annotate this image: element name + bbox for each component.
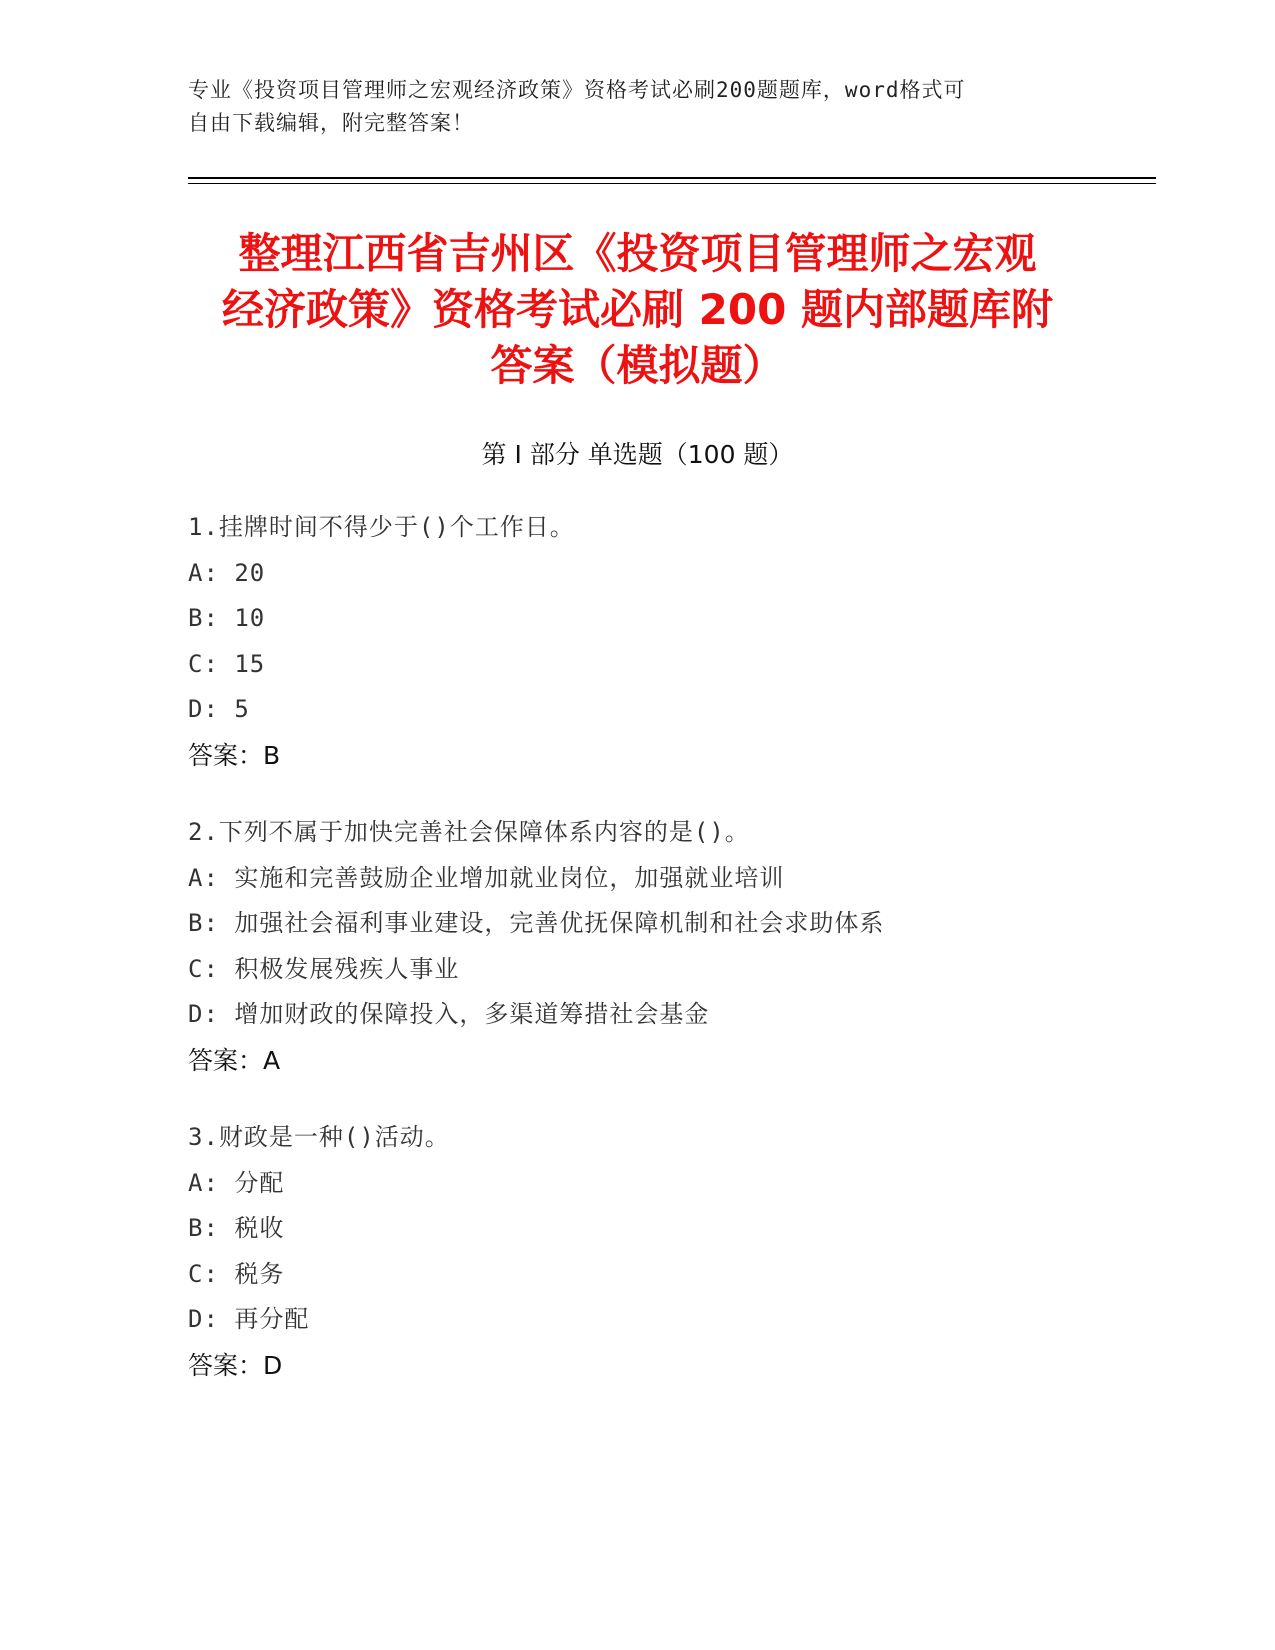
question-stem: 2.下列不属于加快完善社会保障体系内容的是()。 [188, 818, 750, 846]
header-note-line: 自由下载编辑，附完整答案！ [188, 111, 474, 135]
question-1 [188, 505, 1148, 778]
question-3 [188, 1115, 1148, 1388]
option-b: B: 10 [188, 604, 266, 632]
option-b: B: 税收 [188, 1214, 285, 1242]
answer: 答案：A [188, 1045, 281, 1075]
question-2 [188, 810, 1148, 1083]
option-b: B: 加强社会福利事业建设，完善优抚保障机制和社会求助体系 [188, 909, 885, 937]
document-title [150, 226, 1125, 394]
section-title: 第 I 部分 单选题（100 题） [481, 440, 794, 469]
title-line: 经济政策》资格考试必刷 200 题内部题库附 [222, 285, 1053, 334]
option-c: C: 积极发展残疾人事业 [188, 954, 460, 983]
title-line: 整理江西省吉州区《投资项目管理师之宏观 [238, 229, 1037, 278]
answer: 答案：D [188, 1350, 283, 1380]
answer: 答案：B [188, 740, 281, 770]
header-divider-thick [188, 177, 1156, 179]
question-stem: 1.挂牌时间不得少于()个工作日。 [188, 513, 575, 541]
option-a: A: 20 [188, 558, 266, 587]
header-note [188, 74, 1068, 140]
option-d: D: 再分配 [188, 1305, 310, 1333]
option-d: D: 5 [188, 695, 250, 723]
option-d: D: 增加财政的保障投入，多渠道筹措社会基金 [188, 1000, 710, 1028]
header-note-line: 专业《投资项目管理师之宏观经济政策》资格考试必刷200题题库，word格式可 [188, 78, 966, 102]
option-a: A: 分配 [188, 1168, 285, 1197]
option-a: A: 实施和完善鼓励企业增加就业岗位，加强就业培训 [188, 863, 785, 892]
title-line: 答案（模拟题） [490, 341, 785, 390]
question-stem: 3.财政是一种()活动。 [188, 1123, 450, 1151]
option-c: C: 15 [188, 649, 266, 678]
option-c: C: 税务 [188, 1259, 285, 1288]
header-divider-thin [188, 183, 1156, 184]
